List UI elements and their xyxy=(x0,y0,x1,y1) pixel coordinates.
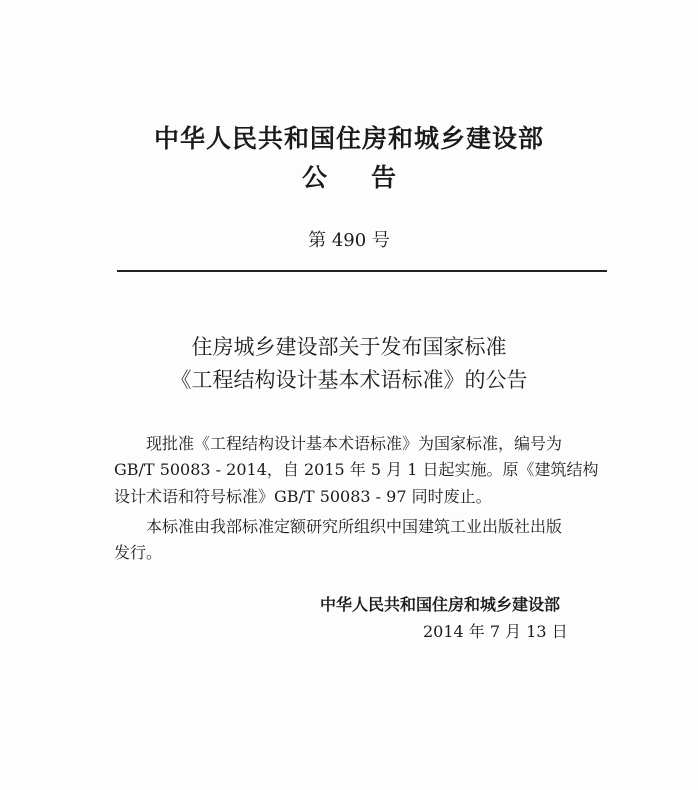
body-paragraph-1-line-2: GB/T 50083 - 2014，自 2015 年 5 月 1 日起实施。原《建筑结构 xyxy=(114,460,599,479)
announcement-title-line-1: 住房城乡建设部关于发布国家标准 xyxy=(191,335,507,359)
body-paragraph-1-line-3: 设计术语和符号标准》GB/T 50083 - 97 同时废止。 xyxy=(114,487,492,506)
notice-title-char-1: 公 xyxy=(301,163,327,192)
announcement-title-line-2: 《工程结构设计基本术语标准》的公告 xyxy=(170,368,528,392)
body-paragraph-1-line-1: 现批准《工程结构设计基本术语标准》为国家标准，编号为 xyxy=(146,434,563,453)
signature-organization: 中华人民共和国住房和城乡建设部 xyxy=(320,595,561,614)
notice-title-char-2: 告 xyxy=(371,163,397,192)
body-paragraph-2-line-2: 发行。 xyxy=(114,543,163,562)
notice-number: 第 490 号 xyxy=(308,230,390,251)
signature-date: 2014 年 7 月 13 日 xyxy=(423,622,568,641)
issuing-ministry: 中华人民共和国住房和城乡建设部 xyxy=(153,124,544,153)
body-paragraph-2-line-1: 本标准由我部标准定额研究所组织中国建筑工业出版社出版 xyxy=(146,517,563,536)
notice-title xyxy=(0,163,698,193)
header-divider xyxy=(117,270,607,272)
